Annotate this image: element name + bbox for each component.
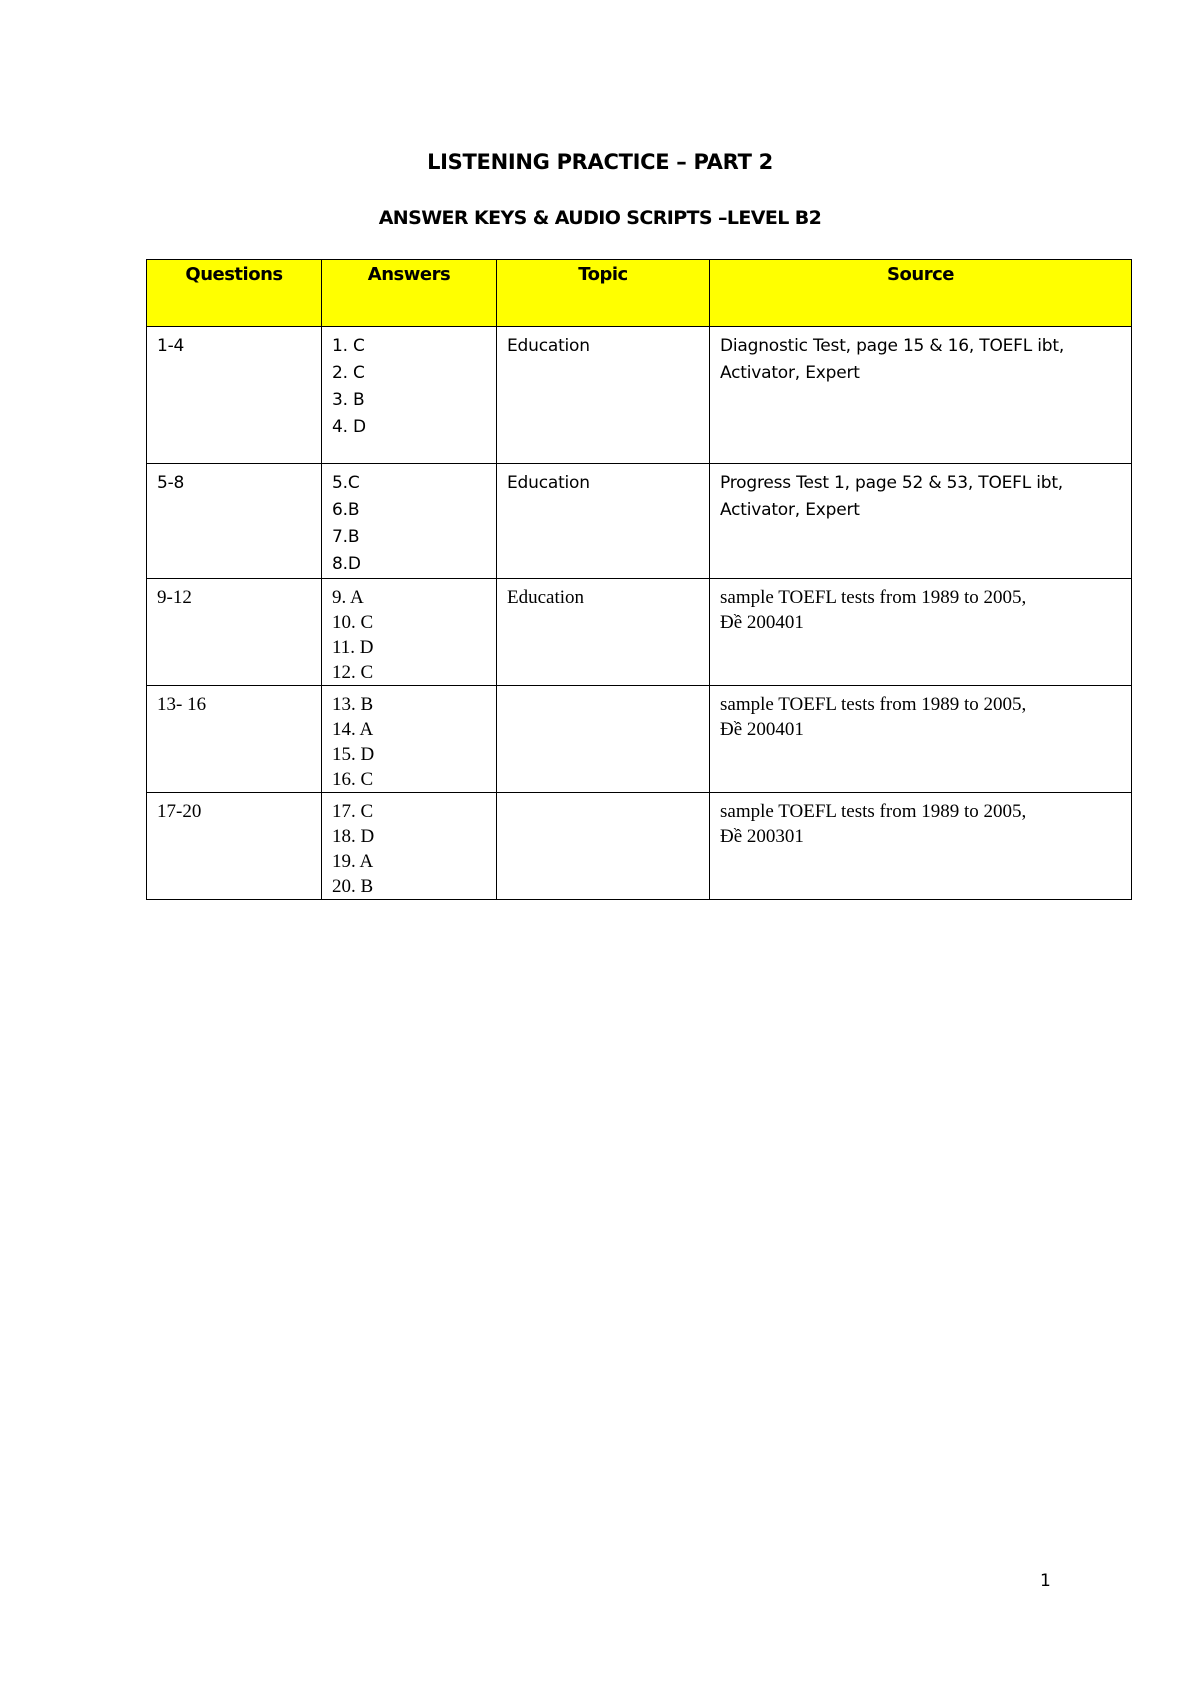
header-answers: Answers	[322, 260, 497, 327]
answers-cell	[322, 686, 497, 793]
table-header-row	[147, 260, 1132, 327]
answer-item: 11. D	[332, 637, 374, 658]
answer-item: 16. C	[332, 769, 374, 790]
source-line: sample TOEFL tests from 1989 to 2005,	[720, 694, 1027, 715]
source-cell	[710, 686, 1132, 793]
source-cell	[710, 793, 1132, 900]
answers-cell	[322, 464, 497, 579]
table-row	[147, 327, 1132, 464]
answer-item: 14. A	[332, 719, 374, 740]
questions-cell: 9-12	[147, 579, 322, 686]
header-questions: Questions	[147, 260, 322, 327]
header-source: Source	[710, 260, 1132, 327]
source-line: Đề 200401	[720, 719, 804, 740]
table-row	[147, 793, 1132, 900]
answer-item: 18. D	[332, 826, 375, 847]
source-cell: Progress Test 1, page 52 & 53, TOEFL ibt, Activator, Expert	[710, 464, 1132, 579]
answers-cell	[322, 793, 497, 900]
answers-cell	[322, 579, 497, 686]
answer-item: 15. D	[332, 744, 375, 765]
topic-cell	[497, 686, 710, 793]
answer-item: 5.C	[332, 473, 360, 493]
answer-item: 8.D	[332, 554, 361, 574]
source-line: Đề 200401	[720, 612, 804, 633]
source-cell: Diagnostic Test, page 15 & 16, TOEFL ibt, Activator, Expert	[710, 327, 1132, 464]
answer-item: 20. B	[332, 876, 374, 897]
header-topic: Topic	[497, 260, 710, 327]
questions-cell: 1-4	[147, 327, 322, 464]
topic-cell: Education	[497, 464, 710, 579]
answer-item: 9. A	[332, 587, 364, 608]
source-line: sample TOEFL tests from 1989 to 2005,	[720, 587, 1027, 608]
topic-cell: Education	[497, 327, 710, 464]
document-subtitle: ANSWER KEYS & AUDIO SCRIPTS –LEVEL B2	[378, 207, 822, 229]
questions-cell: 13- 16	[147, 686, 322, 793]
source-cell	[710, 579, 1132, 686]
answers-cell	[322, 327, 497, 464]
source-line: Đề 200301	[720, 826, 804, 847]
answer-item: 19. A	[332, 851, 374, 872]
answer-item: 12. C	[332, 662, 374, 683]
questions-cell: 5-8	[147, 464, 322, 579]
answer-item: 17. C	[332, 801, 374, 822]
answer-item: 3. B	[332, 390, 365, 410]
table-row	[147, 464, 1132, 579]
answer-item: 7.B	[332, 527, 360, 547]
source-line: sample TOEFL tests from 1989 to 2005,	[720, 801, 1027, 822]
answer-item: 13. B	[332, 694, 374, 715]
page-number: 1	[1040, 1571, 1051, 1591]
answer-key-table	[146, 259, 1132, 900]
topic-cell	[497, 793, 710, 900]
table-row	[147, 579, 1132, 686]
answer-item: 4. D	[332, 417, 366, 437]
questions-cell: 17-20	[147, 793, 322, 900]
answer-item: 6.B	[332, 500, 360, 520]
answer-item: 1. C	[332, 336, 365, 356]
topic-cell: Education	[497, 579, 710, 686]
table-row	[147, 686, 1132, 793]
answer-item: 2. C	[332, 363, 365, 383]
document-title: LISTENING PRACTICE – PART 2	[427, 150, 773, 174]
answer-item: 10. C	[332, 612, 374, 633]
